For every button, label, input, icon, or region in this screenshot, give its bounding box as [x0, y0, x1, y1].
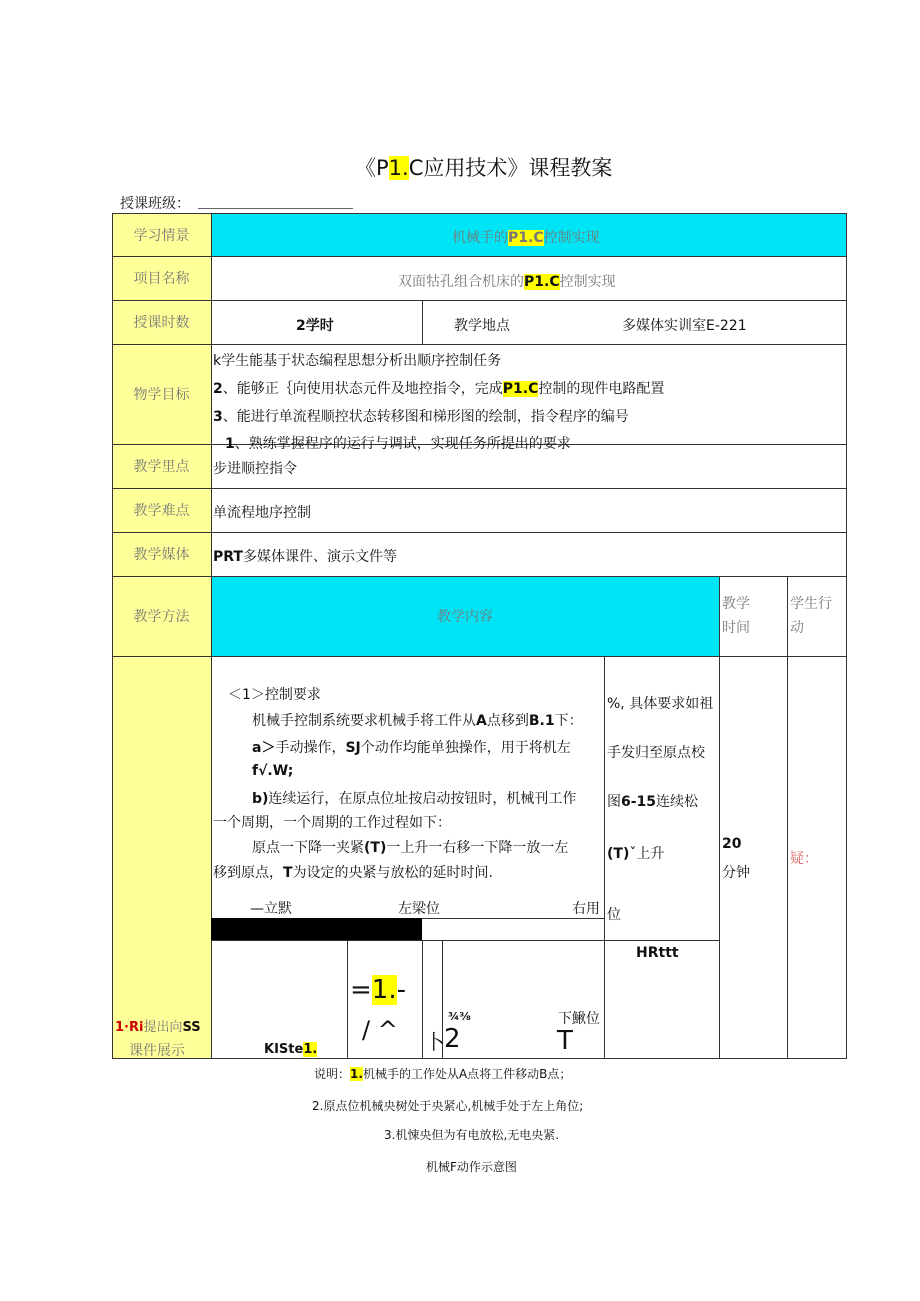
row4-line2-num: 2 [213, 381, 223, 397]
side3-part: 连续松 [656, 794, 699, 810]
side-line4 [607, 843, 664, 863]
side-line1: %, 具体要求如祖 [607, 696, 714, 712]
p7-T: (T) [364, 840, 387, 856]
grid [112, 656, 847, 657]
grid [112, 1058, 847, 1059]
row7-value-bold: PRT [213, 549, 243, 565]
p7 [252, 837, 568, 857]
row6-value: 单流程地序控制 [213, 505, 311, 521]
p5-b: b) [252, 791, 269, 807]
class-label: 授课班级： [120, 196, 190, 212]
diagram-line [211, 940, 719, 941]
p1: ＜1＞控制要求 [228, 687, 321, 703]
row8-content: 教学内容 [437, 609, 493, 625]
diagram-right-label: 右用 [572, 901, 600, 917]
row3-label: 授课时数 [133, 315, 190, 331]
row1-value-highlight: P1.C [508, 230, 544, 246]
kiste-text: KISte [264, 1042, 304, 1057]
p8-T: T [283, 865, 293, 881]
side3-part: 图 [607, 794, 621, 810]
row5-value: 步进顺控指令 [213, 461, 297, 477]
p3 [252, 737, 571, 757]
row2-value-part: 双面牯孔组合机床的 [398, 274, 524, 290]
side-line5: 位 [607, 907, 621, 923]
row4-line4-text: 熟练掌握程序的运行与调试，实现任务所提出的要求 [248, 436, 571, 452]
row8-time: 教学 时间 [722, 596, 750, 636]
row8-student: 学生行 动 [790, 596, 832, 636]
sym1-highlight: 1. [371, 975, 397, 1005]
p7-part: 原点一下降一夹紧 [252, 840, 364, 856]
diagram-symbol7: T [557, 1026, 573, 1056]
row5-label: 教学里点 [133, 459, 190, 475]
p2-part: 机械手控制系统要求机械手将工件从 [252, 713, 476, 729]
side-line2: 手发归至原点校 [607, 745, 705, 761]
p3-a: a＞ [252, 740, 276, 756]
note1 [314, 1065, 571, 1082]
hr-label: HRttt [636, 945, 679, 961]
sym1: = [350, 975, 372, 1005]
diagram-symbol2: / ^ [362, 1016, 398, 1044]
row7-label: 教学媒体 [133, 547, 190, 563]
row9-label1 [115, 1016, 201, 1035]
note1-post: 机械手的工作处从A点将工件移动B点； [362, 1067, 572, 1081]
page-title [355, 152, 612, 182]
p3-part: 个动作均能单独操作，用于将机左 [360, 740, 571, 756]
p4: f√.W; [252, 763, 294, 779]
row3-place-label: 教学地点 [454, 318, 510, 334]
row7-value-text: 多媒体课件、演示文件等 [242, 549, 397, 565]
note1-highlight: 1. [350, 1067, 363, 1081]
side-line3 [607, 791, 698, 811]
row2-value [398, 271, 616, 291]
p3-part: 手动操作， [275, 740, 346, 756]
p7-part: 一上升一右移一下降一放一左 [386, 840, 569, 856]
diagram-symbol3: 卜 [425, 1030, 445, 1054]
row2-value-highlight: P1.C [524, 274, 560, 290]
side4-bold: (T) [607, 846, 630, 862]
row4-label: 物学目标 [133, 387, 190, 403]
title-part: 《P [355, 156, 389, 180]
row9-label-bold: SS [182, 1020, 201, 1035]
p2-B: B.1 [528, 713, 555, 729]
p6: 一个周期，一个周期的工作过程如下： [213, 815, 451, 831]
row4-line2: 2、能够正｛向使用状态元件及地控指令，完成P1.C控制的现件电路配置 [213, 381, 665, 397]
grid [112, 256, 847, 257]
row8-label: 教学方法 [133, 609, 190, 625]
row3-hours: 2学时 [296, 318, 334, 334]
student-action: 疑： [790, 851, 818, 867]
row4-line3: 3、能进行单流程顺控状态转移图和梯形图的绘制，指令程序的编号 [213, 409, 629, 425]
title-highlight: 1. [388, 156, 409, 180]
side3-bold: 6-15 [621, 794, 657, 810]
class-underline [198, 208, 353, 209]
note3: 3.机悚央但为有电放松,无电央紧. [384, 1128, 560, 1142]
grid [787, 576, 788, 1058]
row1-value-part: 机械手的 [452, 230, 508, 246]
row4-line4-num: 1 [225, 436, 235, 452]
sym1-post: - [396, 975, 406, 1005]
row6-label: 教学难点 [133, 503, 190, 519]
grid [422, 300, 423, 344]
row4-line2-post: 控制的现件电路配置 [538, 381, 665, 397]
p2-part: 下： [554, 713, 583, 729]
row9-label-bg [112, 656, 211, 1058]
row4-line1: k学生能基于状态编程思想分析出顺序控制任务 [213, 353, 502, 369]
p2-part: 点移到 [486, 713, 529, 729]
row4-line2-highlight: P1.C [502, 381, 539, 397]
row1-value-part: 控制实现 [543, 230, 600, 246]
diagram-line [422, 940, 423, 1058]
row4-line2-text: 能够正｛向使用状态元件及地控指令，完成 [236, 381, 503, 397]
kiste-highlight: 1. [303, 1042, 318, 1057]
p8 [213, 862, 493, 882]
grid [112, 488, 847, 489]
grid [112, 344, 847, 345]
diagram-symbol6: 下鰍位 [558, 1011, 600, 1027]
p8-part: 移到原点， [213, 865, 283, 881]
row2-label: 项目名称 [133, 271, 190, 287]
p3-SJ: SJ [345, 740, 361, 756]
p5 [252, 788, 576, 808]
side4-part: ˇ上升 [629, 846, 665, 862]
diagram-mid-label: 左梁位 [398, 901, 440, 917]
diagram-line [422, 918, 604, 919]
grid [112, 213, 847, 214]
p8-part: 为设定的央紧与放松的延时时间. [292, 865, 494, 881]
row7-value [213, 546, 397, 566]
diagram-symbol4: ¾⅜ [448, 1010, 471, 1023]
title-part: C应用技术》课程教案 [408, 156, 613, 180]
p5-part: 连续运行，在原点位址按启动按钮时，机械刊工作 [268, 791, 577, 807]
row9-label-mid: 提出向 [143, 1020, 183, 1035]
time-number: 20 [722, 836, 742, 852]
row9-label2: 课件展示 [129, 1043, 185, 1059]
note1-pre: 说明： [314, 1067, 351, 1081]
p2-A: A [476, 713, 487, 729]
row4-line4-clip [213, 433, 813, 452]
note2: 2.原点位机械央树处于央紧心,机械手处于左上角位; [312, 1099, 584, 1113]
diagram-symbol1 [350, 975, 406, 1005]
grid [846, 213, 847, 1058]
grid [112, 300, 847, 301]
grid [112, 532, 847, 533]
diagram-beam [211, 918, 422, 940]
figure-caption: 机械F动作示意图 [426, 1160, 517, 1174]
row4-line3-num: 3 [213, 409, 223, 425]
kiste-label [264, 1042, 317, 1057]
row9-label-red: 1·Ri [115, 1020, 144, 1035]
diagram-line [347, 940, 348, 1058]
row3-place: 多媒体实训室E-221 [622, 318, 747, 334]
diagram-symbol5: 2 [444, 1024, 461, 1054]
diagram-line [604, 918, 605, 1058]
time-unit: 分钟 [722, 865, 750, 881]
diagram-left-label: —立默 [250, 901, 292, 917]
grid [719, 576, 720, 1058]
row2-value-part: 控制实现 [559, 274, 616, 290]
row4-line4: 1、熟练掌握程序的运行与调试，实现任务所提出的要求 [225, 436, 571, 452]
row1-value [452, 227, 600, 247]
row4-line3-text: 能进行单流程顺控状态转移图和梯形图的绘制，指令程序的编号 [236, 409, 629, 425]
p2 [252, 710, 583, 730]
row1-label: 学习情景 [133, 227, 190, 244]
